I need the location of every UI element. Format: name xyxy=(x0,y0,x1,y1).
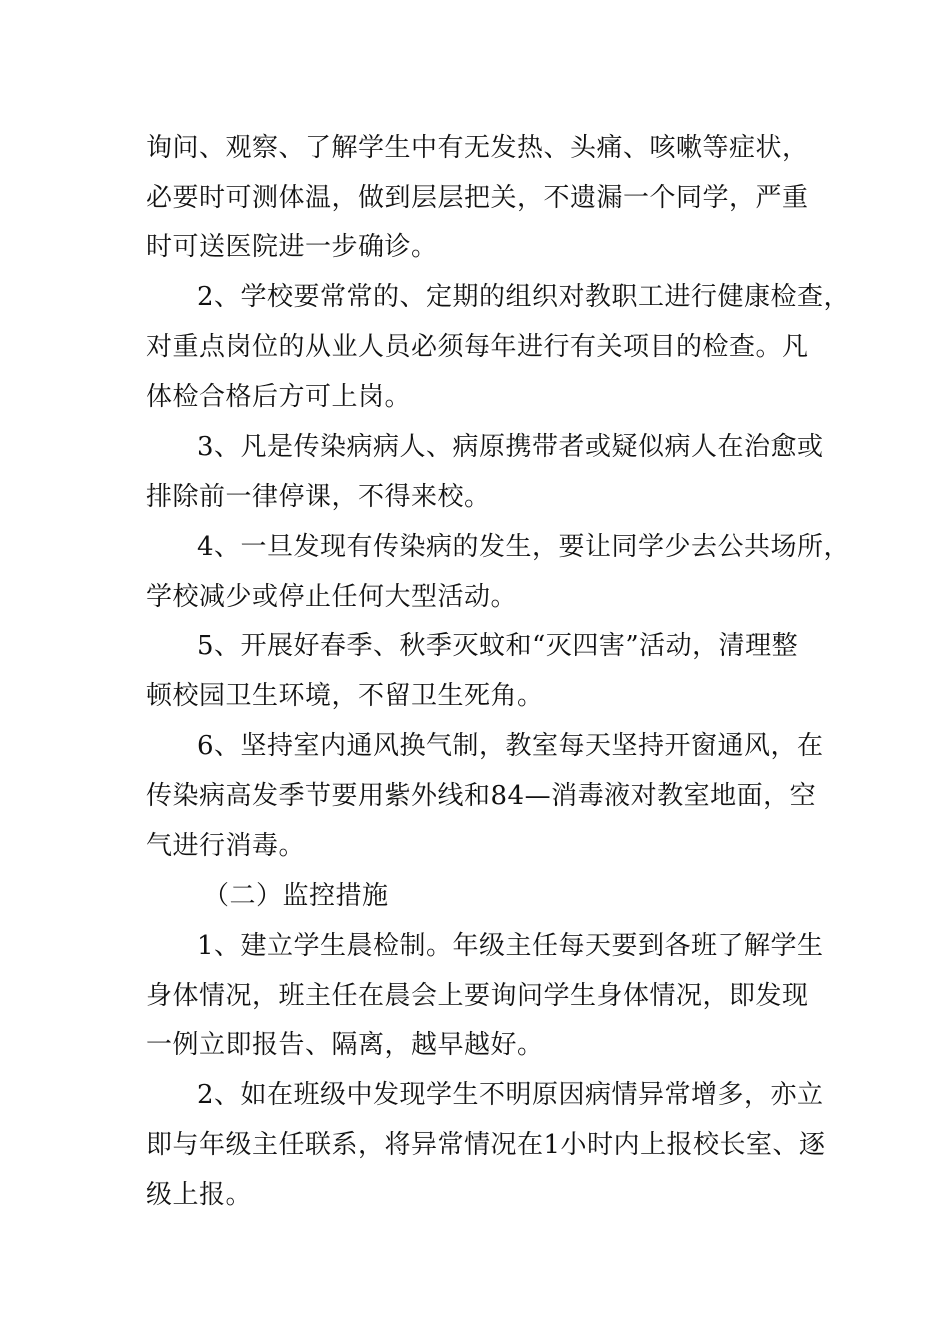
text-line: 气进行消毒。 xyxy=(146,831,306,861)
text-line: 即与年级主任联系，将异常情况在1小时内上报校长室、逐 xyxy=(146,1130,826,1160)
paragraph-3-start: 3、凡是传染病病人、病原携带者或疑似病人在治愈或 xyxy=(197,432,824,462)
paragraph-4-start: 4、一旦发现有传染病的发生，要让同学少去公共场所， xyxy=(197,532,851,562)
text-line: 传染病高发季节要用紫外线和84—消毒液对教室地面，空 xyxy=(146,781,817,811)
paragraph-5-start: 5、开展好春季、秋季灭蚊和“灭四害”活动，清理整 xyxy=(197,631,799,661)
text-line: 顿校园卫生环境，不留卫生死角。 xyxy=(146,681,544,711)
text-line: 身体情况，班主任在晨会上要询问学生身体情况，即发现 xyxy=(146,981,809,1011)
text-line: 学校减少或停止任何大型活动。 xyxy=(146,582,518,612)
text-line: 时可送医院进一步确诊。 xyxy=(146,232,438,262)
paragraph-6-start: 6、坚持室内通风换气制，教室每天坚持开窗通风，在 xyxy=(197,731,824,761)
text-line: 询问、观察、了解学生中有无发热、头痛、咳嗽等症状， xyxy=(146,133,809,163)
text-line: 必要时可测体温，做到层层把关，不遗漏一个同学，严重 xyxy=(146,183,809,213)
text-line: 排除前一律停课，不得来校。 xyxy=(146,482,491,512)
paragraph-monitor-1-start: 1、建立学生晨检制。年级主任每天要到各班了解学生 xyxy=(197,931,824,961)
text-line: 对重点岗位的从业人员必须每年进行有关项目的检查。凡 xyxy=(146,332,809,362)
paragraph-2-start: 2、学校要常常的、定期的组织对教职工进行健康检查， xyxy=(197,282,851,312)
section-heading: （二）监控措施 xyxy=(203,881,389,911)
text-line: 一例立即报告、隔离，越早越好。 xyxy=(146,1030,544,1060)
text-line: 级上报。 xyxy=(146,1180,253,1210)
text-line: 体检合格后方可上岗。 xyxy=(146,382,412,412)
paragraph-monitor-2-start: 2、如在班级中发现学生不明原因病情异常增多，亦立 xyxy=(197,1080,824,1110)
